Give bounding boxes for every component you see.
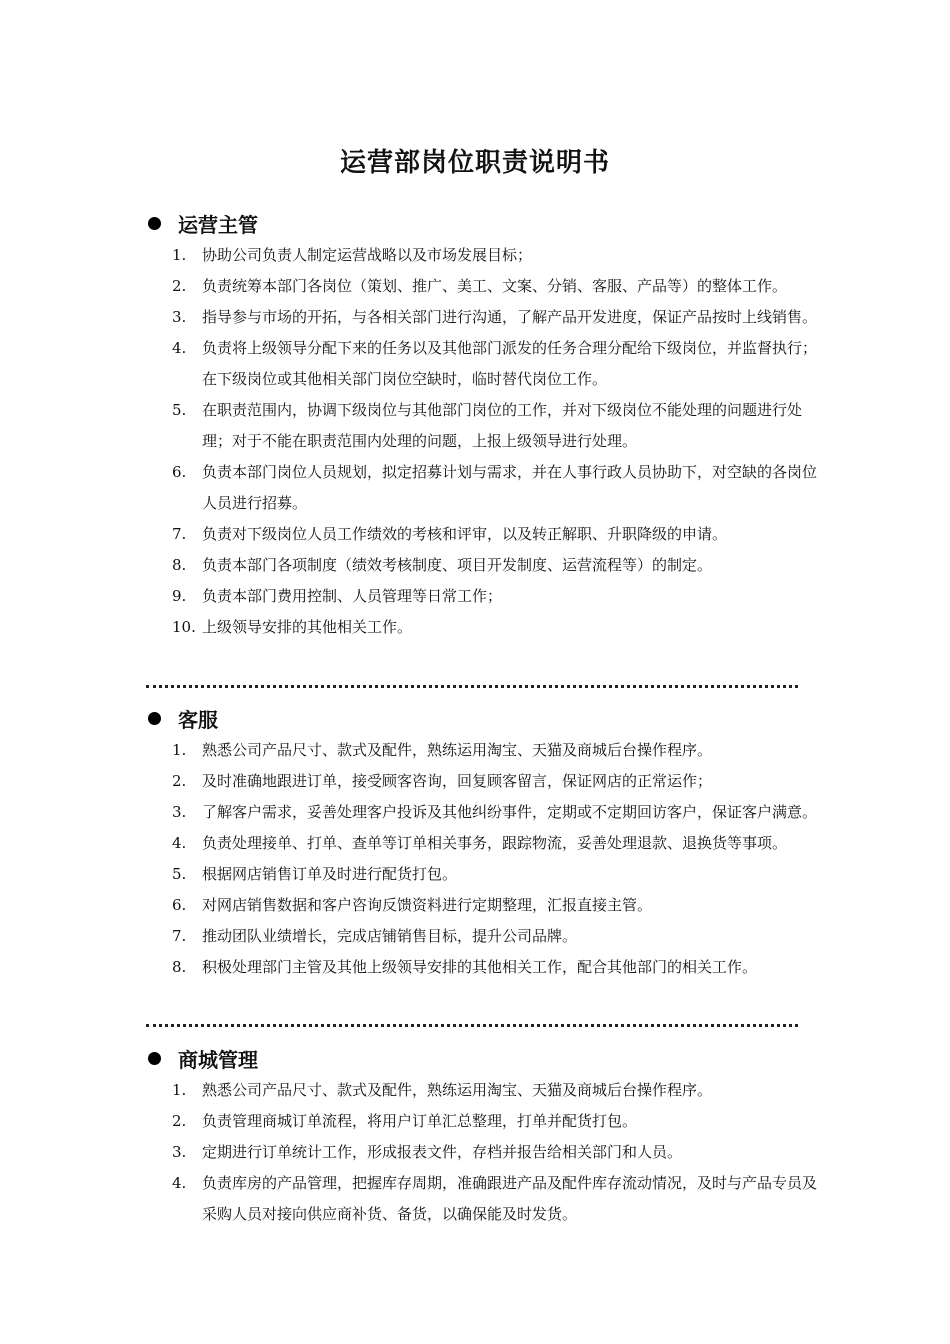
section-title: 运营主管 — [178, 212, 258, 237]
list-item — [146, 271, 826, 302]
item-number: 3. — [172, 803, 187, 821]
item-text: 负责统筹本部门各岗位（策划、推广、美工、文案、分销、客服、产品等）的整体工作。 — [202, 277, 788, 295]
item-text: 积极处理部门主管及其他上级领导安排的其他相关工作，配合其他部门的相关工作。 — [202, 958, 758, 976]
section-mall-management — [146, 1041, 826, 1230]
item-text: 推动团队业绩增长，完成店铺销售目标，提升公司品牌。 — [202, 927, 578, 945]
item-text: 指导参与市场的开拓，与各相关部门进行沟通，了解产品开发进度，保证产品按时上线销售。 — [202, 308, 818, 326]
item-text: 定期进行订单统计工作，形成报表文件，存档并报告给相关部门和人员。 — [202, 1143, 683, 1161]
item-text: 上级领导安排的其他相关工作。 — [202, 618, 413, 636]
bullet-icon — [148, 1052, 161, 1065]
section-title: 客服 — [178, 707, 218, 732]
document-title: 运营部岗位职责说明书 — [339, 148, 610, 178]
item-number: 1. — [172, 246, 187, 264]
list-item — [146, 797, 826, 828]
item-text: 负责本部门各项制度（绩效考核制度、项目开发制度、运营流程等）的制定。 — [202, 556, 713, 574]
item-number: 1. — [172, 1081, 187, 1099]
item-number: 1. — [172, 741, 187, 759]
item-text: 负责库房的产品管理，把握库存周期，准确跟进产品及配件库存流动情况，及时与产品专员及采购人员对接向供应商补货、备货，以确保能及时发货。 — [202, 1174, 818, 1223]
list-item — [146, 735, 826, 766]
item-number: 4. — [172, 834, 187, 852]
list-item — [146, 921, 826, 952]
list-item — [146, 302, 826, 333]
duty-list — [146, 1075, 826, 1230]
list-item — [146, 1168, 826, 1230]
list-item — [146, 1075, 826, 1106]
duty-list — [146, 240, 826, 643]
item-text: 对网店销售数据和客户咨询反馈资料进行定期整理，汇报直接主管。 — [202, 896, 653, 914]
item-number: 10. — [172, 618, 196, 636]
item-number: 6. — [172, 896, 187, 914]
duty-list — [146, 735, 826, 983]
list-item — [146, 395, 826, 457]
list-item — [146, 612, 826, 643]
item-number: 2. — [172, 277, 187, 295]
item-number: 7. — [172, 927, 187, 945]
item-text: 负责管理商城订单流程，将用户订单汇总整理，打单并配货打包。 — [202, 1112, 638, 1130]
item-text: 在职责范围内，协调下级岗位与其他部门岗位的工作，并对下级岗位不能处理的问题进行处理；对于不能在职责范围内处理的问题，上报上级领导进行处理。 — [202, 401, 803, 450]
item-text: 负责本部门费用控制、人员管理等日常工作； — [202, 587, 503, 605]
list-item — [146, 581, 826, 612]
section-heading — [146, 1041, 826, 1075]
section-heading — [146, 206, 826, 240]
item-number: 4. — [172, 339, 187, 357]
list-item — [146, 1106, 826, 1137]
list-item — [146, 240, 826, 271]
item-number: 2. — [172, 772, 187, 790]
item-number: 6. — [172, 463, 187, 481]
item-text: 负责对下级岗位人员工作绩效的考核和评审，以及转正解职、升职降级的申请。 — [202, 525, 728, 543]
section-heading — [146, 701, 826, 735]
list-item — [146, 1137, 826, 1168]
item-number: 4. — [172, 1174, 187, 1192]
item-text: 协助公司负责人制定运营战略以及市场发展目标； — [202, 246, 533, 264]
list-item — [146, 952, 826, 983]
item-text: 了解客户需求，妥善处理客户投诉及其他纠纷事件，定期或不定期回访客户，保证客户满意。 — [202, 803, 818, 821]
bullet-icon — [148, 217, 161, 230]
item-text: 根据网店销售订单及时进行配货打包。 — [202, 865, 458, 883]
dotted-divider — [146, 685, 798, 688]
item-text: 负责处理接单、打单、查单等订单相关事务，跟踪物流，妥善处理退款、退换货等事项。 — [202, 834, 788, 852]
item-number: 3. — [172, 1143, 187, 1161]
item-text: 负责将上级领导分配下来的任务以及其他部门派发的任务合理分配给下级岗位，并监督执行；在下级岗位或其他相关部门岗位空缺时，临时替代岗位工作。 — [202, 339, 818, 388]
item-number: 8. — [172, 958, 187, 976]
item-number: 5. — [172, 865, 187, 883]
item-text: 熟悉公司产品尺寸、款式及配件，熟练运用淘宝、天猫及商城后台操作程序。 — [202, 741, 713, 759]
list-item — [146, 457, 826, 519]
dotted-divider — [146, 1024, 798, 1027]
item-text: 负责本部门岗位人员规划，拟定招募计划与需求，并在人事行政人员协助下，对空缺的各岗位人员进行招募。 — [202, 463, 818, 512]
list-item — [146, 766, 826, 797]
section-customer-service — [146, 701, 826, 983]
item-number: 5. — [172, 401, 187, 419]
list-item — [146, 890, 826, 921]
list-item — [146, 519, 826, 550]
list-item — [146, 550, 826, 581]
item-number: 9. — [172, 587, 187, 605]
item-number: 8. — [172, 556, 187, 574]
item-text: 及时准确地跟进订单，接受顾客咨询，回复顾客留言，保证网店的正常运作； — [202, 772, 713, 790]
list-item — [146, 859, 826, 890]
item-number: 7. — [172, 525, 187, 543]
item-text: 熟悉公司产品尺寸、款式及配件，熟练运用淘宝、天猫及商城后台操作程序。 — [202, 1081, 713, 1099]
section-operations-supervisor — [146, 206, 826, 643]
item-number: 3. — [172, 308, 187, 326]
item-number: 2. — [172, 1112, 187, 1130]
list-item — [146, 828, 826, 859]
list-item — [146, 333, 826, 395]
bullet-icon — [148, 712, 161, 725]
section-title: 商城管理 — [178, 1047, 258, 1072]
